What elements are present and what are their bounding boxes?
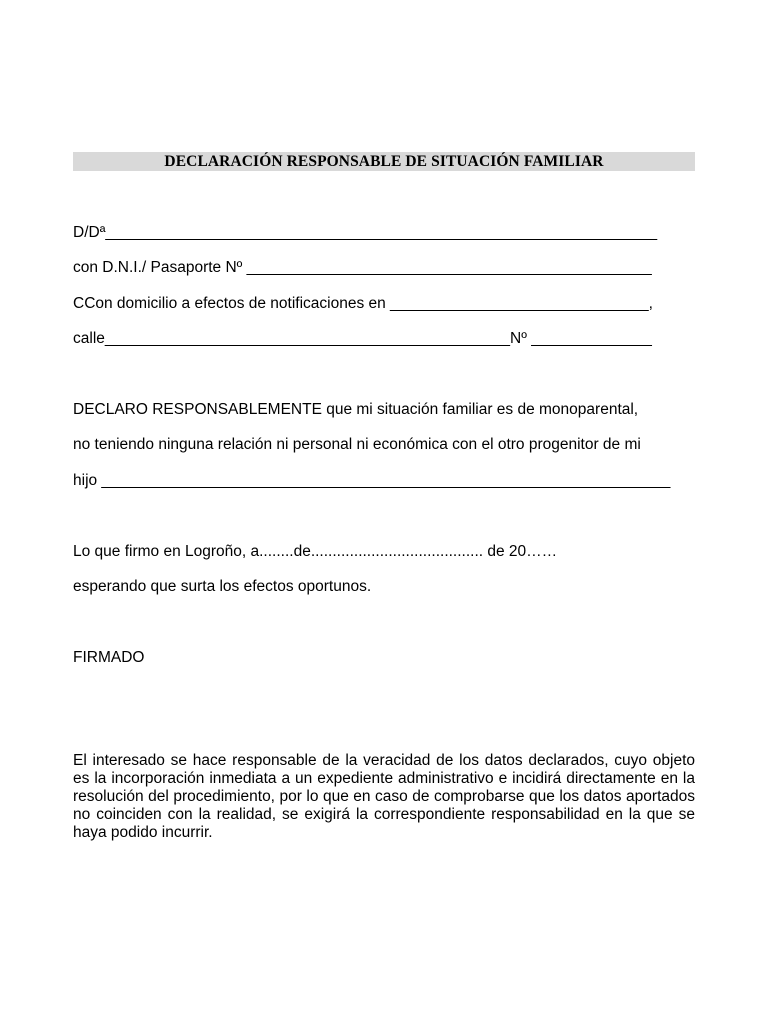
- dni-field-line: con D.N.I./ Pasaporte Nº _______________________________________________: [73, 259, 652, 276]
- name-field-line: D/Dª________________________________________________________________: [73, 224, 658, 241]
- child-field-line: hijo __________________________________________________________________: [73, 472, 671, 489]
- signed-label: FIRMADO: [73, 649, 145, 666]
- document-title: DECLARACIÓN RESPONSABLE DE SITUACIÓN FAMILIAR: [164, 153, 604, 170]
- place-date-line: Lo que firmo en Logroño, a........de........................................ de 20……: [73, 543, 558, 560]
- disclaimer-paragraph: El interesado se hace responsable de la veracidad de los datos declarados, cuyo objeto es la incorporación inmediata a un expediente administrativo e incidirá directamente en la resolución del procedimiento, por lo que en caso de comprobarse que los datos aportados no coinciden con la realidad, se exigirá la correspondiente responsabilidad en la que se haya podido incurrir.: [73, 752, 695, 841]
- effects-line: esperando que surta los efectos oportunos.: [73, 578, 372, 595]
- declaration-line-2: no teniendo ninguna relación ni personal ni económica con el otro progenitor de mi: [73, 436, 641, 453]
- declaration-line-1: DECLARO RESPONSABLEMENTE que mi situación familiar es de monoparental,: [73, 401, 639, 418]
- street-field-line: calle_______________________________________________Nº ______________: [73, 330, 652, 347]
- address-field-line: CCon domicilio a efectos de notificaciones en ______________________________,: [73, 295, 653, 312]
